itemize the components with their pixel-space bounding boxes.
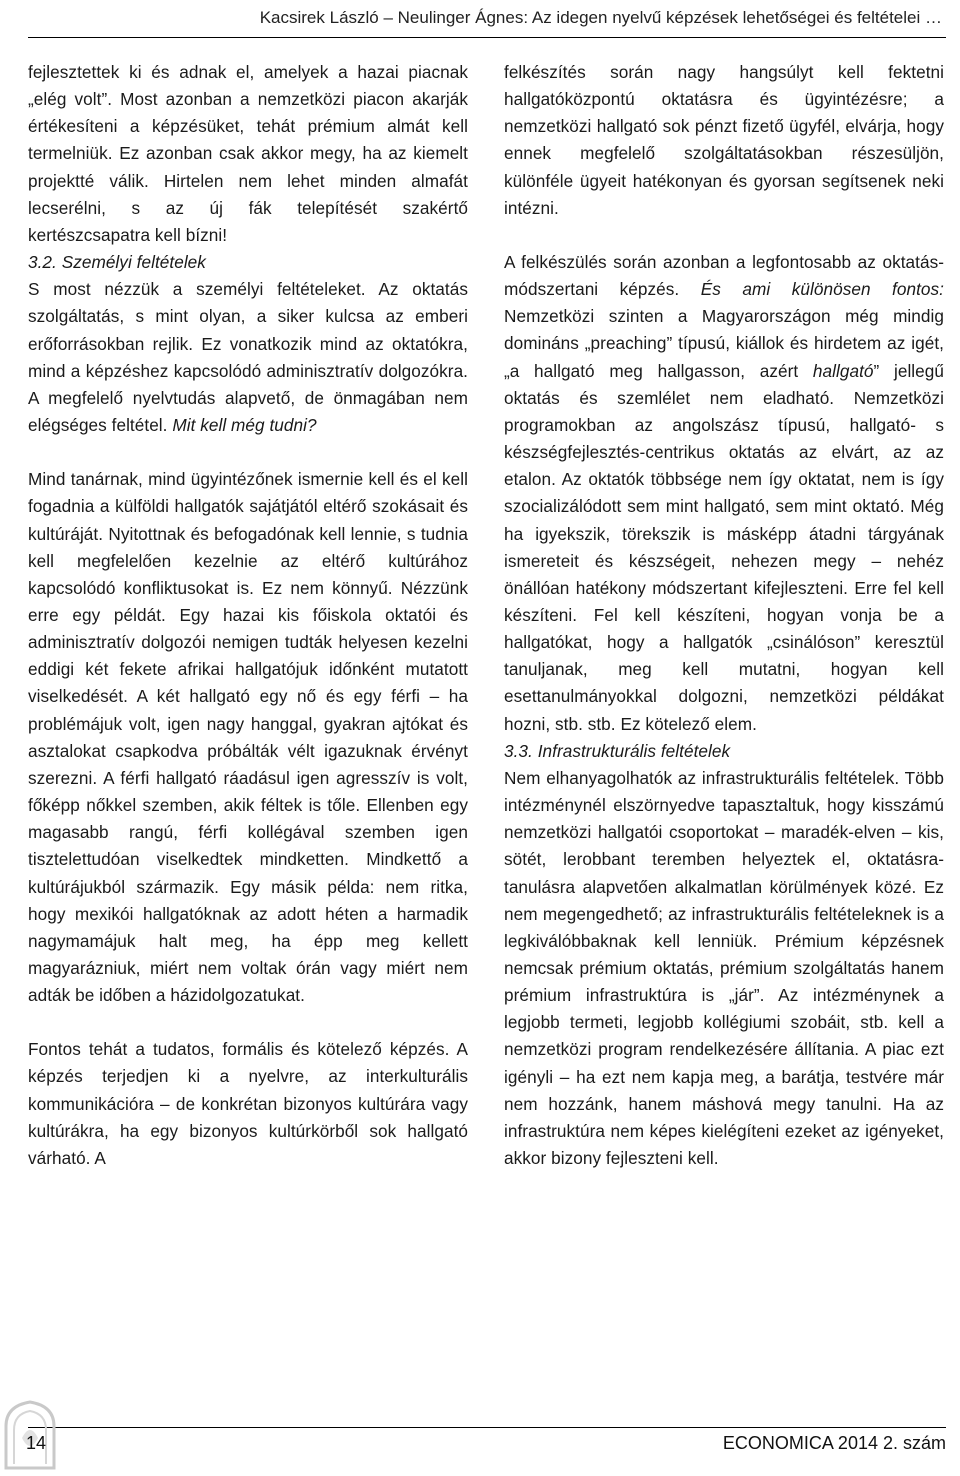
section-heading-3-2: 3.2. Személyi feltételek — [28, 252, 206, 273]
footer-rule — [28, 1427, 946, 1428]
right-column — [504, 59, 944, 1172]
paragraph-text: Nemzetközi szinten a Magyarországon még mindig domináns „preaching” típusú, kiállok és hirdetem az igét, „a hallgató meg hallgasson, azért — [504, 306, 944, 381]
paragraph-methodology — [504, 249, 944, 738]
header-rule — [28, 37, 946, 38]
section-heading-3-3: 3.3. Infrastrukturális feltételek — [504, 740, 731, 761]
italic-emphasis: És ami különösen fontos: — [700, 279, 944, 300]
paragraph-text: S most nézzük a személyi feltételeket. Az oktatás szolgáltatás, s mint olyan, a siker kulcsa az emberi erőforrásokban rejlik. Ez vonatkozik mind az oktatókra, mind a képzéshez kapcsolódó adminisztratív dolgozókra. A megfelelő nyelvtudás alapvető, de önmagában nem elégséges feltétel. — [28, 279, 468, 436]
running-title: Kacsirek László – Neulinger Ágnes: Az idegen nyelvű képzések lehetőségei és feltételei … — [259, 8, 942, 27]
paragraph-preparation: felkészítés során nagy hangsúlyt kell fektetni hallgatóközpontú oktatásra és ügyintézésre; a nemzetközi hallgató sok pénzt fizető ügyfél, elvárja, hogy ennek megfelelő szolgáltatásokban részesüljön, különféle ügyeit hatékonyan és gyorsan segítsenek neki intézni. — [504, 62, 944, 218]
paragraph-infrastructure: Nem elhanyagolhatók az infrastrukturális feltételek. Több intézménynél elszörnyedve tapasztaltuk, hogy kisszámú nemzetközi hallgatói csoportokat – maradék-elven – kis, sötét, lerobbant teremben helyeztek el, oktatásra-tanulásra alapvetően alkalmatlan körülmények közé. Ez nem megengedhető; az infrastrukturális feltételeknek is a legkiválóbbaknak kell lenniük. Prémium képzésnek nemcsak prémium oktatás, prémium szolgáltatás hanem prémium infrastruktúra is „jár”. Az intézménynek a legjobb termeti, legjobb kollégiumi szobáit, stb. kell a nemzetközi program rendelkezésére állítania. A piac ezt igényli – ha ezt nem kapja meg, a barátja, testvére már nem hozzánk, hanem máshová megy tanulni. Ha az infrastruktúra nem képes kielégíteni ezeket az igényeket, akkor bizony fejleszteni kell. — [504, 767, 944, 1169]
italic-word: hallgató — [812, 360, 874, 381]
page-number: 14 — [26, 1433, 47, 1453]
paragraph-examples: Mind tanárnak, mind ügyintézőnek ismernie kell és el kell fogadnia a külföldi hallgatók sajátjától eltérő szokásait és kultúráját. Nyitottnak és befogadónak kell lennie, s tudnia kell megfelelően kezelnie az eltérő kultúrához kapcsolódó konfliktusokat is. Ez nem könnyű. Nézzünk erre egy példát. Egy hazai kis főiskola oktatói és adminisztratív dolgozói nemigen tudták helyesen kezelni eddigi két fekete afrikai hallgatójuk időnként mutatott viselkedését. A két hallgató egy nő és egy férfi – ha problémájuk volt, igen nagy hanggal, gyakran ajtókat és asztalokat csapkodva próbálták vélt igazuknak érvényt szerezni. A férfi hallgató ráadásul igen agresszív is volt, főképp nőkkel szemben, akik féltek is tőle. Ellenben egy magasabb rangú, férfi kollégával szemben igen tisztelettudóan viselkedtek mindketten. Mindkettő a kultúrájukból származik. Egy másik példa: nem ritka, hogy mexikói hallgatóknak az adott héten a harmadik nagymamájuk halt meg, ha épp meg kellett magyarázniuk, miért nem voltak órán vagy miért nem adták be időben a házidolgozatukat. — [28, 469, 468, 1006]
paragraph-training: Fontos tehát a tudatos, formális és kötelező képzés. A képzés terjedjen ki a nyelvre, az interkulturális kommunikációra – de konkrétan bizonyos kultúrára vagy kultúrákra, ha egy bizonyos kultúrkörből sok hallgató várható. A — [28, 1039, 468, 1168]
paragraph-intro: fejlesztettek ki és adnak el, amelyek a hazai piacnak „elég volt”. Most azonban a nemzetközi piacon akarják értékesíteni a képzésüket, tehát prémium almát kell termelniük. Ez azonban csak akkor megy, ha az kiemelt projektté válik. Hirtelen nem lehet minden almafát lecserélni, s az új fák telepítését szakértő kertészcsapatra kell bízni! — [28, 62, 468, 245]
paragraph-personal-conditions — [28, 276, 468, 439]
paragraph-text: ” jellegű oktatás és szemlélet nem eladható. Nemzetközi programokban az angolszász típusú, hallgató- s készségfejlesztés-centrikus oktatás az elvárt, az az etalon. Az oktatók többsége nem így oktatat, nem is így szocializálódott sem mint hallgató, sem mint oktató. Még ha igyekszik, törekszik is másképp átadni tárgyának ismereteit és készségeit, nehezen megy – nehéz önállóan hatékony módszertant kifejleszteni. Erre fel kell készíteni. Fel kell készíteni, hogyan vonja be a hallgatókat, hogy a hallgatók „csinálóson” keresztül tanuljanak, meg kell mutatni, hogyan kell esettanulmányokkal dolgozni, nemzetközi példákat hozni, stb. stb. Ez kötelező elem. — [504, 360, 945, 734]
italic-question: Mit kell még tudni? — [172, 415, 317, 436]
paragraph-text: A felkészülés során azonban a legfontosabb az oktatás-módszertani képzés. — [504, 251, 944, 300]
left-column — [28, 59, 468, 1172]
journal-name: ECONOMICA 2014 2. szám — [722, 1433, 946, 1453]
running-header — [0, 8, 942, 36]
